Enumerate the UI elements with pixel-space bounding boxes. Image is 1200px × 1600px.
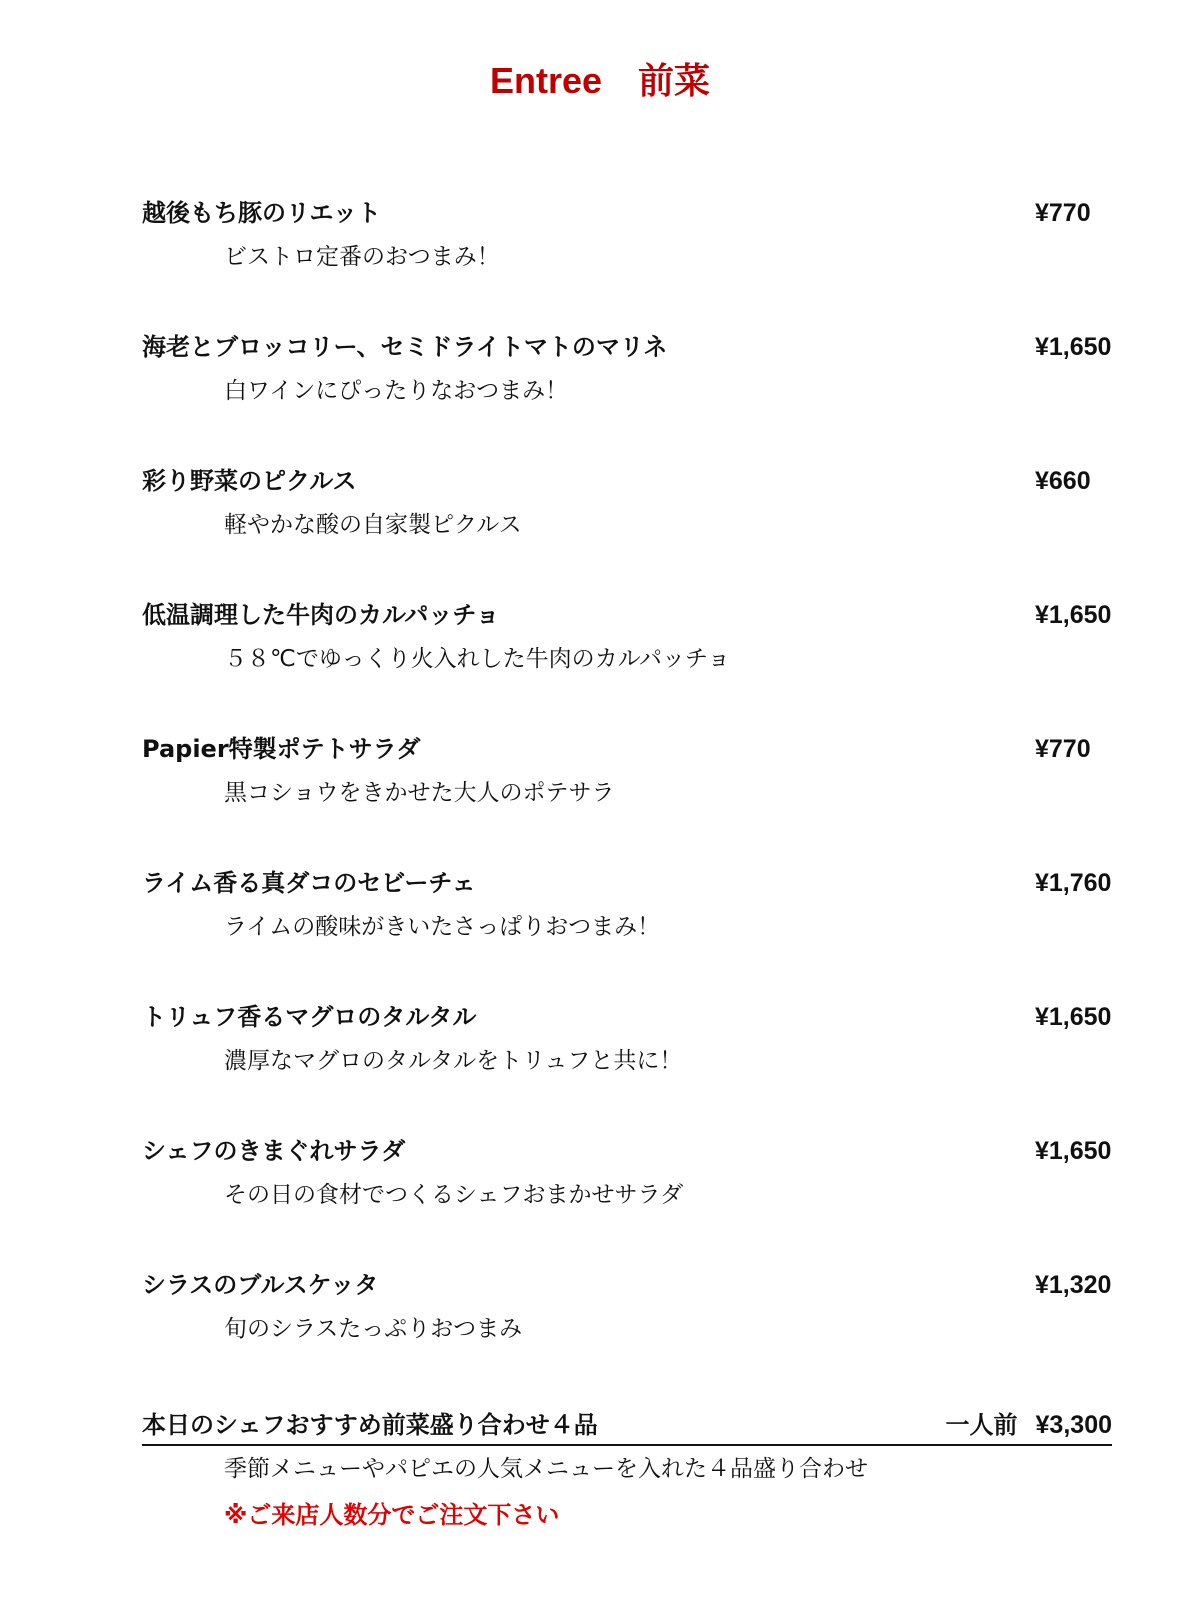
menu-item-name: シラスのブルスケッタ <box>142 1271 379 1299</box>
menu-item-name: シェフのきまぐれサラダ <box>142 1137 406 1165</box>
special-serving-label: 一人前 <box>945 1411 1018 1439</box>
menu-item <box>0 1134 1200 1254</box>
menu-item-price: ¥770 <box>1035 735 1091 763</box>
menu-item <box>0 1000 1200 1120</box>
menu-item-name: ライム香る真ダコのセビーチェ <box>142 869 476 897</box>
menu-item-description: 旬のシラスたっぷりおつまみ <box>224 1316 523 1342</box>
menu-item-name: トリュフ香るマグロのタルタル <box>142 1003 477 1031</box>
menu-item <box>0 330 1200 450</box>
menu-item <box>0 196 1200 316</box>
menu-item-price: ¥1,650 <box>1035 1003 1112 1031</box>
special-item-name: 本日のシェフおすすめ前菜盛り合わせ４品 <box>142 1411 598 1439</box>
special-item <box>0 1408 1200 1548</box>
special-order-note: ※ご来店人数分でご注文下さい <box>224 1501 560 1529</box>
menu-item-description: ビストロ定番のおつまみ！ <box>224 244 500 270</box>
special-item-price: ¥3,300 <box>1035 1411 1112 1439</box>
menu-item <box>0 598 1200 718</box>
menu-item-price: ¥660 <box>1035 467 1091 495</box>
menu-item-price: ¥1,650 <box>1035 333 1112 361</box>
menu-item-description: その日の食材でつくるシェフおまかせサラダ <box>224 1182 684 1208</box>
menu-item-name: 彩り野菜のピクルス <box>142 467 357 495</box>
menu-item-description: ライムの酸味がきいたさっぱりおつまみ！ <box>224 914 661 940</box>
special-price-group <box>946 1408 1112 1442</box>
menu-item-name: Papier特製ポテトサラダ <box>142 735 421 763</box>
menu-item <box>0 464 1200 584</box>
menu-item-price: ¥770 <box>1035 199 1091 227</box>
menu-item-name: 海老とブロッコリー、セミドライトマトのマリネ <box>142 333 668 361</box>
menu-item-description: ５８℃でゆっくり火入れした牛肉のカルパッチョ <box>224 646 731 672</box>
menu-item-description: 白ワインにぴったりなおつまみ！ <box>224 378 569 404</box>
menu-item-name: 越後もち豚のリエット <box>142 199 382 227</box>
menu-item-price: ¥1,650 <box>1035 1137 1112 1165</box>
menu-item-name: 低温調理した牛肉のカルパッチョ <box>142 601 500 629</box>
menu-item-description: 軽やかな酸の自家製ピクルス <box>224 512 522 538</box>
menu-item <box>0 732 1200 852</box>
page-title: Entree 前菜 <box>489 60 711 101</box>
menu-item <box>0 1268 1200 1388</box>
menu-item-description: 黒コショウをきかせた大人のポテサラ <box>224 780 615 806</box>
menu-item <box>0 866 1200 986</box>
special-item-description: 季節メニューやパピエの人気メニューを入れた４品盛り合わせ <box>224 1456 868 1482</box>
special-heading-row <box>142 1408 1112 1446</box>
menu-item-price: ¥1,320 <box>1035 1271 1112 1299</box>
menu-item-price: ¥1,760 <box>1035 869 1112 897</box>
menu-item-price: ¥1,650 <box>1035 601 1112 629</box>
menu-item-description: 濃厚なマグロのタルタルをトリュフと共に！ <box>224 1048 683 1074</box>
